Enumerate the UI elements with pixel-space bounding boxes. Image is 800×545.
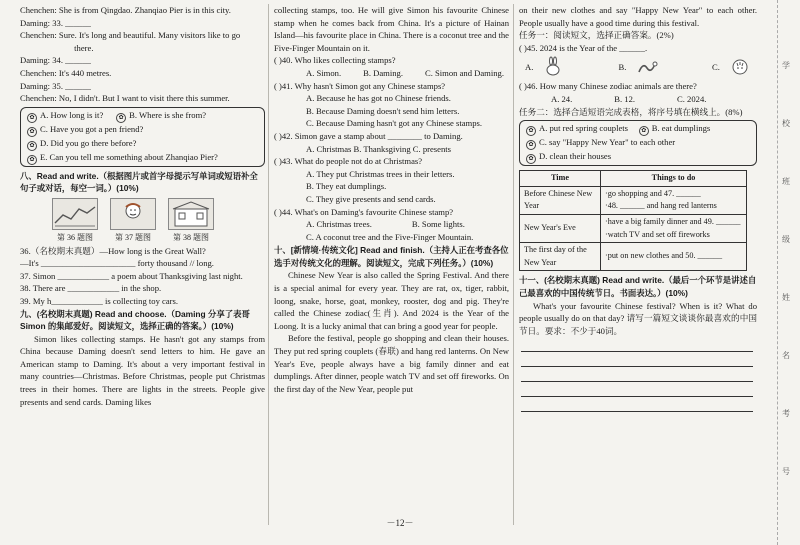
spring-festival-passage-1: Chinese New Year is also called the Spring Festival. And there is a special animal for every year. They are rat, ox, tiger, rabbit, loong, snake, horse, goat, monkey, rooster, dog and pig. They're called the Chinese zodiac(生肖). And 2024 is the Year of the Loong. It is a lucky animal that can bring a good year for people. bbox=[274, 270, 509, 331]
writing-area[interactable] bbox=[519, 337, 757, 412]
option-icon: ✿ bbox=[27, 127, 37, 137]
dialogue-text: Sure. It's long and beautiful. Many visitors like to go bbox=[58, 30, 241, 41]
question-pictures bbox=[52, 198, 265, 230]
dialogue-line bbox=[20, 4, 265, 17]
question-40[interactable]: ( )40. Who likes collecting stamps? bbox=[274, 55, 396, 66]
great-wall-picture bbox=[52, 198, 98, 230]
phrase-row: ✿ D. clean their houses bbox=[526, 150, 750, 164]
option-row: ✿ E. Can you tell me something about Zhanqiao Pier? bbox=[27, 151, 258, 165]
speaker: Chenchen: bbox=[20, 93, 57, 104]
binding-label: 号 bbox=[782, 467, 790, 476]
dialogue-text: No, I didn't. But I want to visit there this summer. bbox=[58, 93, 230, 104]
option[interactable]: C. A coconut tree and the Five-Finger Mountain. bbox=[306, 231, 474, 242]
dialogue-line bbox=[20, 92, 265, 105]
section-10-title: 十、[新情境·传统文化] Read and finish.（主持人正在考查各位选手对传统文化的理解。阅读短文，完成下列任务。）(10%) bbox=[274, 245, 509, 268]
dialogue-text: 34. ______ bbox=[52, 55, 91, 66]
table-row bbox=[520, 186, 747, 214]
option-b[interactable]: B. bbox=[619, 56, 658, 78]
column-divider bbox=[268, 4, 269, 525]
table-row bbox=[520, 243, 747, 271]
dialogue-line bbox=[20, 54, 265, 67]
dialogue-text: She is from Qingdao. Zhanqiao Pier is in this city. bbox=[58, 5, 231, 15]
option[interactable]: C. Because Daming hasn't got any Chinese stamps. bbox=[306, 118, 483, 129]
option[interactable]: A. Christmas B. Thanksgiving C. presents bbox=[306, 143, 451, 154]
time-cell: Before Chinese New Year bbox=[520, 186, 601, 214]
option[interactable]: B. They eat dumplings. bbox=[306, 181, 387, 192]
question-45-options bbox=[519, 56, 757, 78]
option-a[interactable]: A. 24. bbox=[551, 93, 573, 104]
caption: 第 38 题图 bbox=[173, 232, 209, 242]
binding-label: 考 bbox=[782, 409, 790, 418]
speaker: Daming: bbox=[20, 55, 51, 66]
option[interactable]: A. Simon. bbox=[306, 67, 342, 78]
binding-label: 学 bbox=[782, 61, 790, 70]
option[interactable]: A. Because he has got no Chinese friends. bbox=[306, 93, 451, 104]
dialogue-line bbox=[20, 80, 265, 93]
dialogue-line bbox=[20, 67, 265, 80]
spring-festival-passage-2: Before the festival, people go shopping and clean their houses. They put red spring couplets (春联) and hang red lanterns. On New Year's Eve, people always have a big family dinner and eat dumplings. After dinner, people watch TV and set off fireworks. On the first day of the New Year, people put bbox=[274, 333, 509, 394]
column-divider bbox=[513, 4, 514, 525]
writing-prompt: What's your favourite Chinese festival? When is it? What do people usually do on that day? 请写一篇短文谈谈你最喜欢的中国节日。要求：不少于40词。 bbox=[519, 300, 757, 336]
rabbit-icon bbox=[542, 56, 564, 78]
option-c[interactable]: C. 2024. bbox=[677, 93, 707, 104]
question-38[interactable]: 38. There are ____________ in the shop. bbox=[20, 283, 162, 294]
question-43[interactable]: ( )43. What do people not do at Christmas? bbox=[274, 156, 423, 167]
phrase-row: ✿ C. say "Happy New Year" to each other bbox=[526, 136, 750, 150]
dialogue-text: 35. ______ bbox=[52, 80, 91, 91]
option-icon: ✿ bbox=[27, 141, 37, 151]
caption: 第 36 题图 bbox=[57, 232, 93, 242]
option-row: ✿ C. Have you got a pen friend? bbox=[27, 123, 258, 137]
question-36b[interactable]: —It's ______________________ forty thousand // long. bbox=[20, 258, 214, 269]
options-box bbox=[20, 107, 265, 167]
options-row bbox=[274, 218, 509, 231]
table-header-row bbox=[520, 171, 747, 187]
picture-captions bbox=[52, 232, 265, 245]
table-row bbox=[520, 214, 747, 242]
binding-label: 名 bbox=[782, 351, 790, 360]
writing-line[interactable] bbox=[521, 352, 753, 367]
task-1-title: 任务一：阅读短文，选择正确答案。(2%) bbox=[519, 30, 674, 41]
things-cell bbox=[601, 186, 747, 214]
option[interactable]: B. Daming. bbox=[363, 67, 403, 78]
stamp-passage-cont: collecting stamps, too. He will give Simon his favourite Chinese stamp when he comes back from China. It's a picture of Hainan Island—his favourite place in China. There is a coconut tree and the Five-Finger Mountain on it. bbox=[274, 5, 509, 53]
section-9-title: 九、(名校期末真题) Read and choose.（Daming 分享了表哥 Simon 的集邮爱好。阅读短文，选择正确的答案。）(10%) bbox=[20, 308, 250, 332]
writing-line[interactable] bbox=[521, 382, 753, 397]
option-icon: ✿ bbox=[639, 126, 649, 136]
question-41[interactable]: ( )41. Why hasn't Simon got any Chinese stamps? bbox=[274, 80, 446, 91]
speaker: Chenchen: bbox=[20, 67, 57, 78]
writing-line[interactable] bbox=[521, 337, 753, 352]
table-header: Time bbox=[520, 171, 601, 187]
speaker: Daming: bbox=[20, 17, 51, 28]
question-45[interactable]: ( )45. 2024 is the Year of the ______. bbox=[519, 42, 648, 53]
option-icon: ✿ bbox=[27, 155, 37, 165]
table-header: Things to do bbox=[601, 171, 747, 187]
question-44[interactable]: ( )44. What's on Daming's favourite Chinese stamp? bbox=[274, 206, 454, 217]
option-icon: ✿ bbox=[116, 113, 126, 123]
dialogue-line bbox=[20, 17, 265, 30]
stamp-passage: Simon likes collecting stamps. He hasn't got any stamps from China because Daming doesn't send letters to him. He gave an American stamp to Daming. It's about a very important festival in many countries—Christmas. Before Christmas, people put Christmas trees in their homes. There are lights in the streets. People give presents and send cards. Daming likes bbox=[20, 333, 265, 407]
spring-festival-passage-3: on their new clothes and say "Happy New Year" to each other. People usually have a good time during this festival. bbox=[519, 5, 757, 28]
option[interactable]: B. Because Daming doesn't send him letters. bbox=[306, 105, 460, 116]
boy-reading-picture bbox=[110, 198, 156, 230]
things-cell bbox=[601, 214, 747, 242]
thing-to-do[interactable]: ·watch TV and set off fireworks bbox=[605, 229, 710, 239]
question-37[interactable]: 37. Simon ____________ a poem about Thanksgiving last night. bbox=[20, 270, 243, 281]
option-icon: ✿ bbox=[526, 126, 536, 136]
thing-to-do[interactable]: ·have a big family dinner and 49. ______ bbox=[605, 216, 741, 226]
option[interactable]: A. Christmas trees. bbox=[306, 219, 372, 230]
dialogue-line bbox=[20, 29, 265, 42]
binding-label: 级 bbox=[782, 235, 790, 244]
option[interactable]: A. They put Christmas trees in their letters. bbox=[306, 168, 455, 179]
time-cell: New Year's Eve bbox=[520, 214, 601, 242]
option-icon: ✿ bbox=[526, 154, 536, 164]
task-2-title: 任务二：选择合适短语完成表格，将序号填在横线上。(8%) bbox=[519, 106, 743, 117]
option-b[interactable]: B. 12. bbox=[614, 93, 636, 104]
dialogue-text: there. bbox=[74, 42, 94, 53]
option[interactable]: C. They give presents and send cards. bbox=[306, 193, 436, 204]
loong-icon bbox=[636, 56, 658, 78]
dialogue-text: 33. ______ bbox=[52, 17, 91, 28]
caption: 第 37 题图 bbox=[115, 232, 151, 242]
option-a[interactable]: A. bbox=[525, 56, 564, 78]
speaker: Daming: bbox=[20, 80, 51, 91]
thing-to-do[interactable]: ·put on new clothes and 50. ______ bbox=[605, 251, 723, 261]
dialogue bbox=[20, 4, 265, 105]
right-column bbox=[519, 4, 757, 412]
page-number: －12－ bbox=[386, 518, 414, 528]
thing-to-do[interactable]: ·48. ______ and hang red lanterns bbox=[605, 201, 717, 211]
speaker: Chenchen: bbox=[20, 30, 57, 41]
phrase-box bbox=[519, 120, 757, 166]
question-46-options bbox=[519, 93, 757, 106]
option[interactable]: B. Some lights. bbox=[411, 219, 465, 230]
binding-label: 班 bbox=[782, 177, 790, 186]
option-icon: ✿ bbox=[526, 140, 536, 150]
options-row bbox=[274, 67, 509, 80]
option[interactable]: C. Simon and Daming. bbox=[424, 67, 504, 78]
tiger-icon bbox=[729, 56, 751, 78]
binding-line bbox=[777, 0, 778, 545]
writing-line[interactable] bbox=[521, 397, 753, 412]
shop-picture bbox=[168, 198, 214, 230]
option-icon: ✿ bbox=[27, 113, 37, 123]
section-11-title: 十一、(名校期末真题) Read and write.（最后一个环节是讲述自己最喜欢的中国传统节日。书面表达。）(10%) bbox=[519, 275, 757, 298]
things-cell bbox=[601, 243, 747, 271]
speaker: Chenchen: bbox=[20, 5, 57, 15]
thing-to-do[interactable]: ·go shopping and 47. ______ bbox=[605, 188, 701, 198]
question-36a: 36.（名校期末真题）—How long is the Great Wall? bbox=[20, 245, 206, 256]
left-column bbox=[20, 4, 265, 408]
binding-label: 校 bbox=[782, 119, 790, 128]
middle-column bbox=[274, 4, 509, 395]
reading-questions bbox=[274, 54, 509, 243]
dialogue-line bbox=[20, 42, 265, 55]
phrase-row: ✿ A. put red spring couplets ✿ B. eat dumplings bbox=[526, 122, 750, 136]
binding-label: 姓 bbox=[782, 293, 790, 302]
question-42[interactable]: ( )42. Simon gave a stamp about ________ to Daming. bbox=[274, 130, 463, 141]
option-row: ✿ A. How long is it? ✿ B. Where is she from? bbox=[27, 109, 258, 123]
question-46[interactable]: ( )46. How many Chinese zodiac animals are there? bbox=[519, 81, 697, 92]
writing-line[interactable] bbox=[521, 367, 753, 382]
option-row: ✿ D. Did you go there before? bbox=[27, 137, 258, 151]
question-39[interactable]: 39. My h____________ is collecting toy cars. bbox=[20, 295, 179, 306]
time-cell: The first day of the New Year bbox=[520, 243, 601, 271]
todo-table bbox=[519, 170, 747, 271]
option-c[interactable]: C. bbox=[712, 56, 751, 78]
section-8-title: 八、Read and write.（根据图片或首字母提示写单词或短语补全句子或对话，每空一词。）(10%) bbox=[20, 170, 258, 194]
dialogue-text: It's 440 metres. bbox=[58, 67, 112, 78]
